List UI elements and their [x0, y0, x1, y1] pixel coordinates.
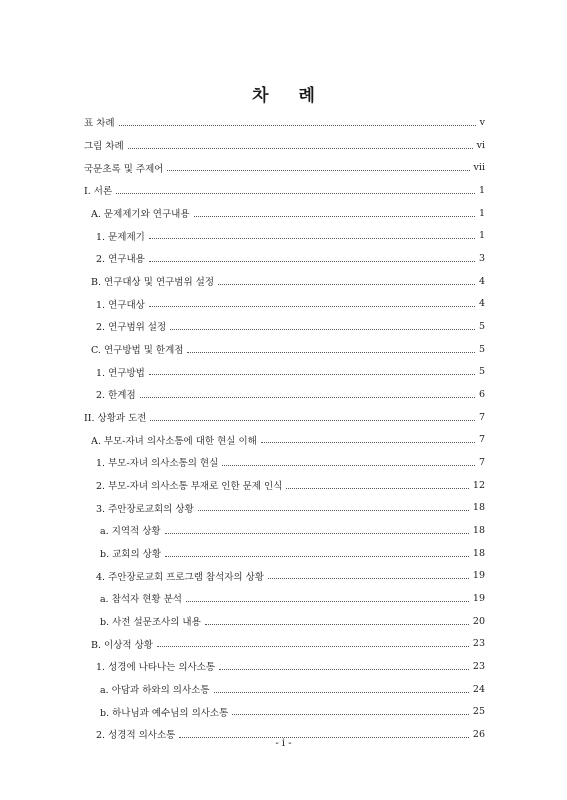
toc-entry-label: 3. 주안장로교회의 상황	[96, 503, 194, 515]
toc-entry-page: 26	[472, 728, 485, 740]
toc-dot-leader	[222, 465, 475, 466]
toc-dot-leader	[149, 261, 475, 262]
toc-dot-leader	[218, 284, 475, 285]
toc-entry-label: 그림 차례	[84, 141, 124, 152]
toc-entry[interactable]	[84, 111, 485, 134]
toc-dot-leader	[186, 601, 469, 602]
toc-entry-page: 23	[472, 660, 485, 672]
toc-dot-leader	[198, 510, 469, 511]
toc-entry[interactable]	[84, 587, 485, 610]
toc-entry-page: 19	[472, 592, 485, 604]
toc-entry-label: A. 부모-자녀 의사소통에 대한 현실 이해	[91, 435, 257, 447]
toc-entry-page: vii	[473, 162, 485, 174]
toc-entry-label: b. 교회의 상황	[100, 549, 162, 561]
toc-entry[interactable]	[84, 474, 485, 497]
toc-entry[interactable]	[84, 315, 485, 338]
toc-entry[interactable]	[84, 202, 485, 225]
toc-entry-label: 1. 연구대상	[96, 299, 145, 311]
toc-entry-page: 7	[478, 456, 485, 468]
toc-entry[interactable]	[84, 428, 485, 451]
toc-dot-leader	[149, 374, 475, 375]
toc-entry-label: A. 문제제기와 연구내용	[91, 209, 190, 221]
toc-entry[interactable]	[84, 179, 485, 202]
toc-entry[interactable]	[84, 700, 485, 723]
toc-entry[interactable]	[84, 292, 485, 315]
toc-dot-leader	[165, 533, 469, 534]
toc-entry-page: 12	[472, 479, 485, 491]
toc-entry-label: 1. 성경에 나타나는 의사소통	[96, 662, 216, 674]
table-of-contents	[84, 111, 485, 746]
toc-dot-leader	[140, 397, 475, 398]
toc-entry-page: 23	[472, 638, 485, 650]
toc-dot-leader	[128, 148, 473, 149]
toc-entry[interactable]	[84, 564, 485, 587]
toc-entry[interactable]	[84, 496, 485, 519]
toc-entry-page: 5	[478, 320, 485, 332]
toc-dot-leader	[149, 238, 475, 239]
toc-dot-leader	[149, 306, 475, 307]
toc-entry-page: 18	[472, 502, 485, 514]
toc-entry-page: v	[479, 116, 485, 128]
toc-entry-page: 1	[478, 184, 485, 196]
toc-entry[interactable]	[84, 610, 485, 633]
toc-entry-page: 7	[478, 411, 485, 423]
toc-dot-leader	[157, 646, 469, 647]
toc-entry-page: 3	[478, 252, 485, 264]
toc-entry[interactable]	[84, 678, 485, 701]
toc-entry-label: b. 하나님과 예수님의 의사소통	[100, 707, 229, 719]
toc-entry-label: 2. 부모-자녀 의사소통 부재로 인한 문제 인식	[96, 481, 283, 493]
toc-entry-page: 24	[472, 683, 485, 695]
toc-entry-label: 2. 성경적 의사소통	[96, 730, 176, 742]
toc-entry-page: vi	[476, 139, 485, 151]
toc-dot-leader	[205, 624, 469, 625]
toc-entry[interactable]	[84, 632, 485, 655]
toc-entry-page: 6	[478, 388, 485, 400]
toc-dot-leader	[261, 442, 475, 443]
toc-entry-label: 1. 부모-자녀 의사소통의 현실	[96, 458, 219, 470]
toc-entry-label: 2. 연구내용	[96, 254, 145, 266]
toc-entry[interactable]	[84, 134, 485, 157]
toc-entry-label: C. 연구방법 및 한계점	[91, 345, 184, 357]
toc-entry-label: 1. 문제제기	[96, 231, 145, 243]
toc-entry[interactable]	[84, 360, 485, 383]
toc-entry-label: I. 서론	[84, 186, 113, 198]
toc-dot-leader	[214, 692, 469, 693]
toc-entry-label: B. 이상적 상황	[91, 639, 153, 651]
toc-entry-label: 표 차례	[84, 118, 115, 130]
page-title: 차 례	[252, 86, 327, 106]
toc-entry-label: 4. 주안장로교회 프로그램 참석자의 상황	[96, 571, 264, 583]
toc-entry-page: 5	[478, 343, 485, 355]
toc-entry-page: 25	[472, 706, 485, 718]
toc-dot-leader	[116, 193, 475, 194]
toc-dot-leader	[268, 578, 469, 579]
toc-entry[interactable]	[84, 519, 485, 542]
toc-entry[interactable]	[84, 224, 485, 247]
toc-entry[interactable]	[84, 270, 485, 293]
toc-entry[interactable]	[84, 451, 485, 474]
toc-entry-page: 5	[478, 366, 485, 378]
toc-dot-leader	[150, 420, 475, 421]
toc-entry-label: 1. 연구방법	[96, 367, 145, 379]
toc-dot-leader	[167, 170, 469, 171]
toc-dot-leader	[165, 556, 469, 557]
toc-entry-page: 1	[478, 207, 485, 219]
toc-entry[interactable]	[84, 655, 485, 678]
toc-dot-leader	[187, 352, 475, 353]
toc-entry[interactable]	[84, 338, 485, 361]
toc-entry-label: a. 아담과 하와의 의사소통	[100, 685, 210, 697]
toc-entry-page: 1	[478, 230, 485, 242]
toc-entry-page: 18	[472, 547, 485, 559]
toc-dot-leader	[219, 669, 469, 670]
toc-entry-label: b. 사전 설문조사의 내용	[100, 617, 201, 629]
toc-entry-page: 7	[478, 434, 485, 446]
toc-entry-page: 20	[472, 615, 485, 627]
toc-dot-leader	[286, 488, 469, 489]
toc-dot-leader	[119, 125, 476, 126]
toc-dot-leader	[194, 216, 475, 217]
toc-entry-label: 국문초록 및 주제어	[84, 163, 164, 175]
toc-entry-label: a. 지역적 상황	[100, 526, 161, 538]
toc-entry[interactable]	[84, 406, 485, 429]
toc-entry-label: B. 연구대상 및 연구범위 설정	[91, 277, 215, 289]
page-number: - i -	[275, 738, 292, 749]
toc-entry[interactable]	[84, 247, 485, 270]
toc-entry-label: a. 참석자 현황 분석	[100, 594, 182, 606]
toc-entry-label: 2. 연구범위 설정	[96, 322, 167, 334]
toc-entry[interactable]	[84, 542, 485, 565]
toc-dot-leader	[170, 329, 475, 330]
toc-entry[interactable]	[84, 156, 485, 179]
toc-dot-leader	[232, 714, 469, 715]
toc-entry-page: 18	[472, 524, 485, 536]
toc-entry-label: 2. 한계점	[96, 390, 136, 402]
toc-entry-label: II. 상황과 도전	[84, 413, 147, 425]
toc-entry-page: 4	[478, 298, 485, 310]
toc-entry-page: 4	[478, 275, 485, 287]
toc-entry-page: 19	[472, 570, 485, 582]
toc-entry[interactable]	[84, 383, 485, 406]
